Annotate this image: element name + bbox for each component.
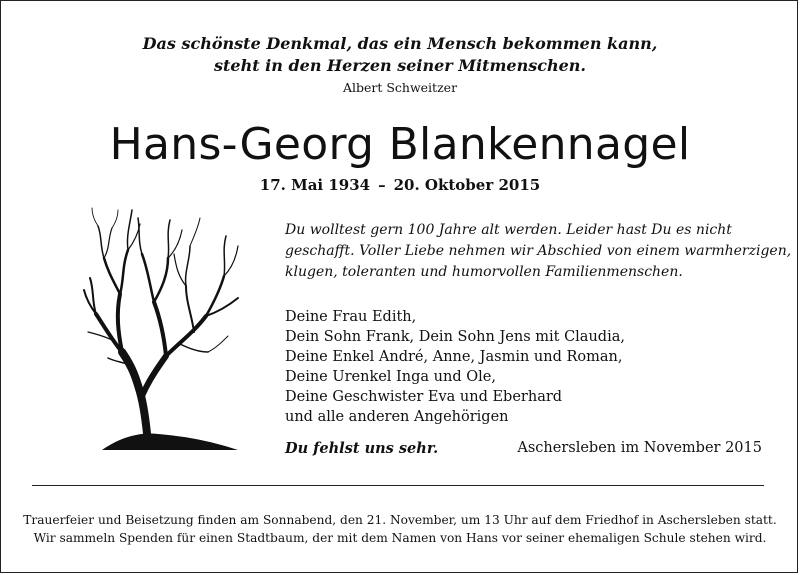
notice-line: Trauerfeier und Beisetzung finden am Sonnabend, den 21. November, um 13 Uhr auf dem Friedhof in Aschersleben statt. [23,513,777,527]
deceased-name: Hans-Georg Blankennagel [109,119,691,170]
funeral-notice [0,511,800,547]
death-date: 20. Oktober 2015 [393,176,541,194]
farewell-message [285,220,792,283]
notice-line: Wir sammeln Spenden für einen Stadtbaum, der mit dem Namen von Hans vor seiner ehemaligen Schule stehen wird. [33,531,767,545]
birth-date: 17. Mai 1934 [259,176,371,194]
mourner-line: und alle anderen Angehörigen [285,409,509,425]
mourner-line: Deine Enkel André, Anne, Jasmin und Roman, [285,349,623,365]
mourner-line: Deine Frau Edith, [285,309,417,325]
quote-line: Das schönste Denkmal, das ein Mensch bekommen kann, [142,34,658,53]
date-separator: – [378,176,386,194]
message-line: geschafft. Voller Liebe nehmen wir Abschied von einem warmherzigen, [285,243,792,259]
quote-line: steht in den Herzen seiner Mitmenschen. [214,56,586,75]
message-line: klugen, toleranten und humorvollen Familienmenschen. [285,264,683,280]
memorial-quote [0,33,800,77]
closing-phrase: Du fehlst uns sehr. [285,440,439,457]
mourners-list [285,307,775,427]
divider [32,485,764,486]
place-and-date: Aschersleben im November 2015 [517,440,762,456]
mourner-line: Dein Sohn Frank, Dein Sohn Jens mit Claudia, [285,329,625,345]
mourner-line: Deine Urenkel Inga und Ole, [285,369,496,385]
bare-tree-icon [82,206,242,452]
message-line: Du wolltest gern 100 Jahre alt werden. Leider hast Du es nicht [285,222,732,238]
quote-author: Albert Schweitzer [342,80,458,95]
life-dates [0,176,800,194]
mourner-line: Deine Geschwister Eva und Eberhard [285,389,563,405]
